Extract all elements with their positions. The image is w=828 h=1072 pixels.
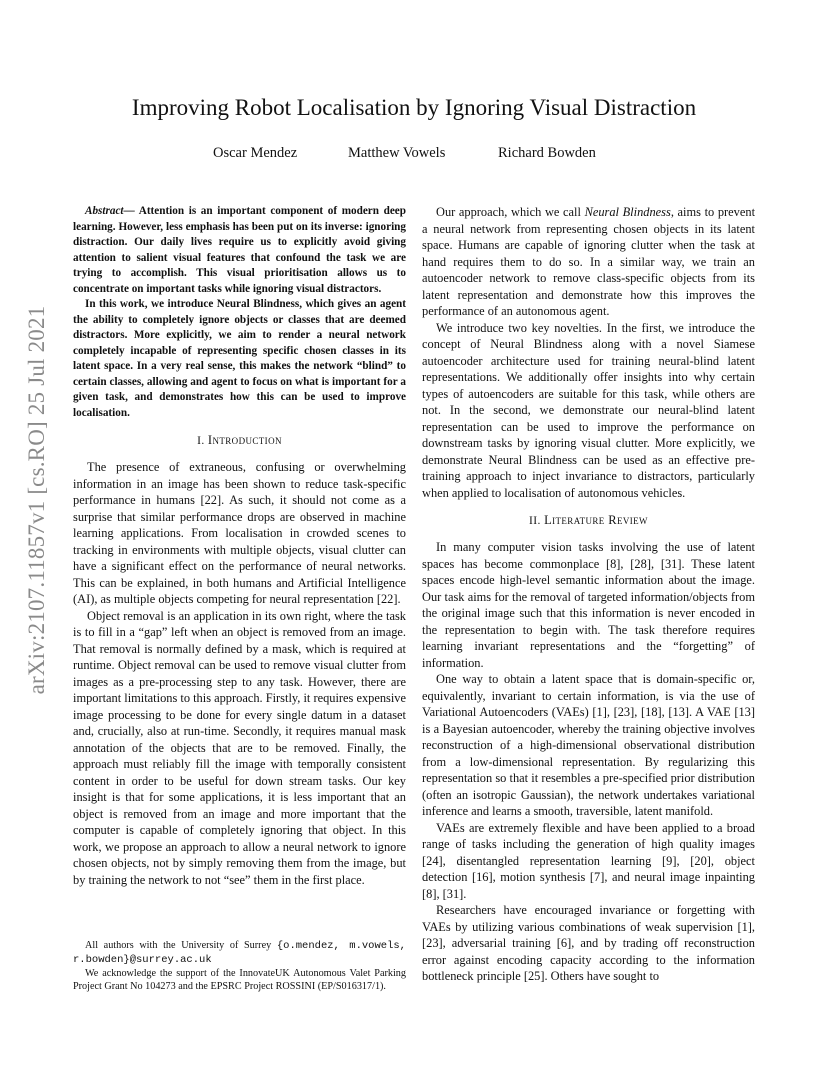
section-heading-introduction [73,432,406,449]
footnote [73,939,406,993]
arxiv-identifier: arXiv:2107.11857v1 [cs.RO] 25 Jul 2021 [24,305,49,695]
abstract-label: Abstract [85,205,124,217]
section-title: Introduction [207,433,282,447]
body-text: , aims to prevent a neural network from representing chosen objects in its latent space. Humans are capable of ignoring clutter when the task at hand requires them to do so. In a similar way, we train an autoencoder network to remove class-specific objects from its latent representation and demonstrate how this improves the performance of an autonomous agent. [422,205,756,318]
body-paragraph: Object removal is an application in its own right, where the task is to fill in a “gap” left when an object is removed from an image. That removal is normally defined by a mask, which is required at runtime. Object removal can be used to remove visual clutter from images as a pre-processing step to any task. However, there are important limitations to this approach. Firstly, it requires expensive image processing to be done for every single datum in a dataset and, crucially, also at run-time. Secondly, it requires manual mask annotation of the objects that are to be removed. Finally, the approach must reliably fill the image with temporally consistent content in order to be useful for down stream tasks. Our key insight is that for some applications, it is less important that an object is removed from an image and more important that the computer is capable of completely ignoring that object. In this work, we propose an approach to allow a neural network to ignore chosen objects, not by simply removing them from the image, but by training the network to not “see” them in the first place. [73,608,406,887]
body-paragraph: We introduce two key novelties. In the first, we introduce the concept of Neural Blindness along with a novel Siamese autoencoder architecture used for training neural-blind latent representations. We additionally offer insights into why certain types of autoencoders are suitable for this task, while others are not. In the second, we demonstrate our neural-blind latent representation can be used to improve the performance on downstream tasks by ignoring visual clutter. More explicitly, we demonstrate Neural Blindness can be used as an effective pre-training approach to inject invariance to distractors, particularly when applied to localisation of autonomous vehicles. [422,320,755,500]
body-paragraph: One way to obtain a latent space that is domain-specific or, equivalently, invariant to certain information, is via the use of Variational Autoencoders (VAEs) [1], [23], [18], [13]. A VAE [13] is a Bayesian autoencoder, whereby the training objective involves reconstruction of a high-dimensional observational distribution from a low-dimensional representation. By regularizing this representation so that it resembles a pre-specified prior distribution (often an isotropic Gaussian), the network undertakes variational inference and learns a smooth, traversible, latent manifold. [422,672,755,818]
section-title: Literature Review [544,513,648,527]
footnote-affiliation-text: All authors with the University of Surrey [85,940,277,951]
emphasis-term: Neural Blindness [584,205,671,219]
body-paragraph: In many computer vision tasks involving the use of latent spaces has become commonplace [8], [28], [31]. These latent spaces encode high-level semantic information about the image. Our task aims for the removal of targeted information/objects from the original image such that this information is never encoded in the representation to begin with. The task therefore requires learning invariant representations and the “forgetting” of information. [422,540,755,670]
abstract-paragraph: In this work, we introduce Neural Blindness, which gives an agent the ability to completely ignore objects or classes that are deemed distractors. More explicitly, we aim to render a neural network completely incapable of representing specific chosen classes in its latent space. In a very real sense, this makes the network “blind” to certain classes, allowing and agent to focus on what is important for a given task, and demonstrates how this can be used to improve localisation. [73,298,406,419]
body-paragraph [422,204,755,320]
author-name: Oscar Mendez [213,145,298,161]
left-column [73,204,406,888]
paper-title: Improving Robot Localisation by Ignoring Visual Distraction [131,95,697,120]
footnote-affiliation [73,939,406,967]
section-heading-literature-review [422,512,755,529]
section-numeral: I. [197,435,205,447]
author-list [0,145,828,163]
abstract-text: — Attention is an important component of modern deep learning. However, less emphasis has been put on its inverse: ignoring distraction. Our daily lives require us to explicitly avoid giving attention to salient visual features that confound the task we are trying to accomplish. This visual prioritisation allows us to concentrate on important tasks while ignoring visual distractors. [73,205,406,295]
author-name: Matthew Vowels [348,145,446,161]
section-numeral: II. [529,515,541,527]
body-paragraph: Researchers have encouraged invariance or forgetting with VAEs by utilizing various combinations of weak supervision [1], [23], adversarial training [6], and by trading off reconstruction error against encoding capacity according to the information bottleneck principle [25]. Others have sought to [422,903,755,983]
body-text: Our approach, which we call [436,205,585,219]
footnote-acknowledgement: We acknowledge the support of the InnovateUK Autonomous Valet Parking Project Grant No 104273 and the EPSRC Project ROSSINI (EP/S016317/1). [73,968,406,992]
right-column [422,204,755,985]
author-name: Richard Bowden [498,145,596,161]
author-emails: {o.mendez, m.vowels, r.bowden}@surrey.ac.uk [73,940,406,966]
body-paragraph: The presence of extraneous, confusing or overwhelming information in an image has been shown to reduce task-specific performance in humans [22]. As such, it should not come as a surprise that similar performance drops are observed in machine learning applications. From localisation in crowded scenes to tracking in environments with multiple objects, visual clutter can have a significant effect on the performance of neural networks. This can be explained, in both humans and Artificial Intelligence (AI), as multiple objects competing for neural representation [22]. [73,460,406,606]
arxiv-side-stamp [14,295,60,705]
body-paragraph: VAEs are extremely flexible and have been applied to a broad range of tasks including the generation of high quality images [24], disentangled representation learning [9], [20], object detection [16], motion synthesis [7], and neural image inpainting [8], [31]. [422,820,755,901]
abstract-paragraph [73,204,406,297]
